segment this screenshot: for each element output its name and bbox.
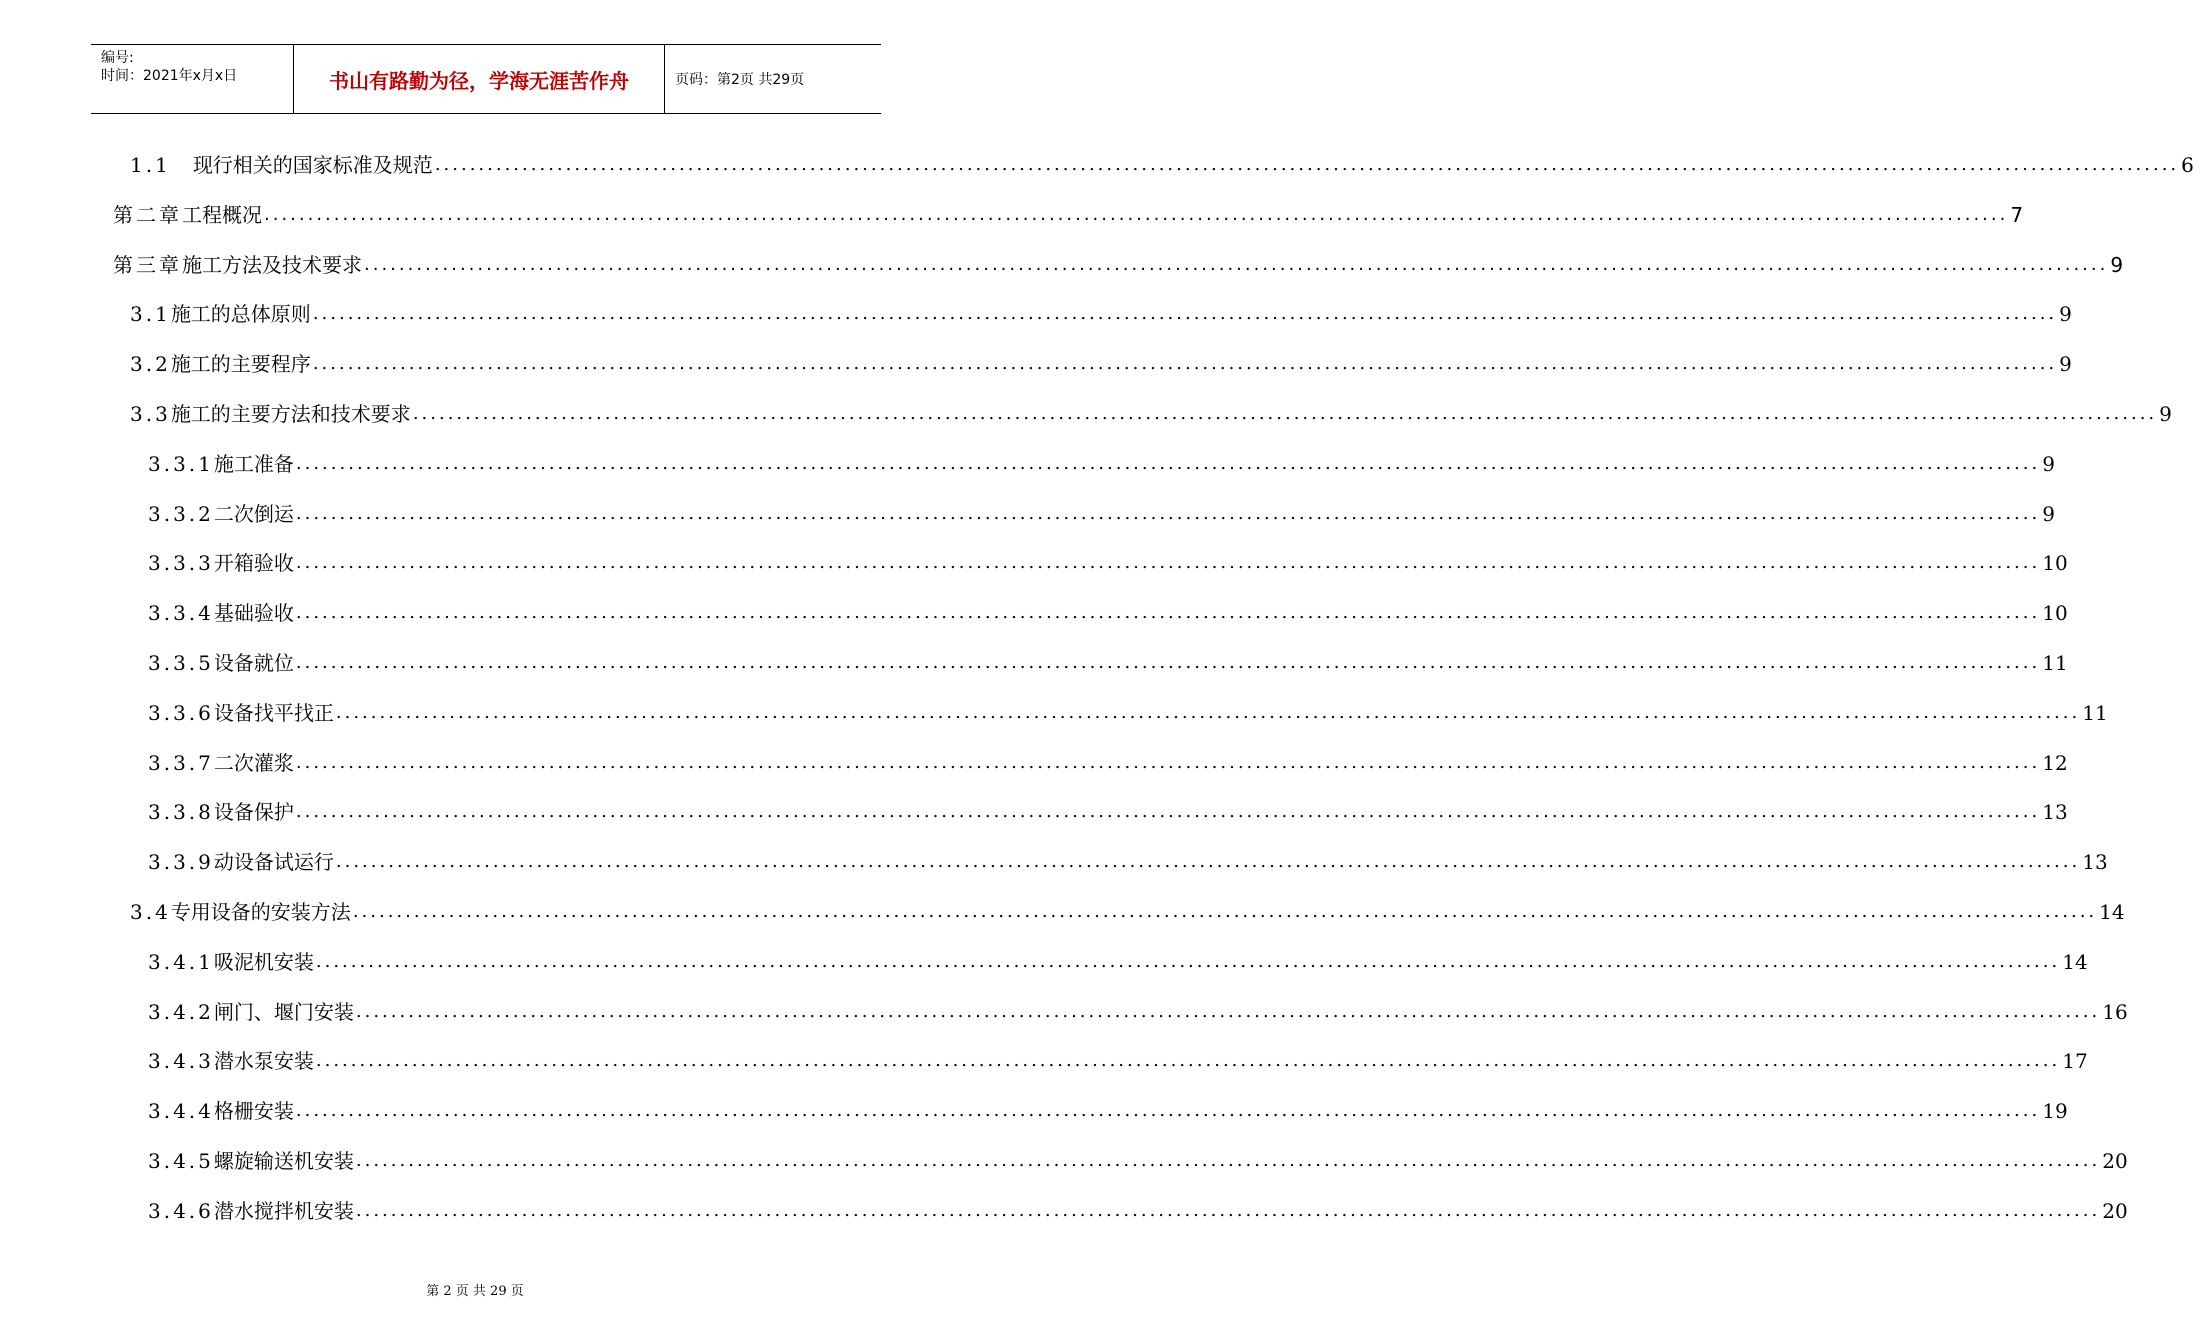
toc-entry[interactable] bbox=[148, 497, 2055, 527]
toc-entry[interactable] bbox=[148, 646, 2068, 676]
toc-entry-title: 施工的总体原则 bbox=[170, 302, 311, 327]
toc-entry-title: 基础验收 bbox=[213, 601, 294, 626]
toc-entry-number: 3.3.2 bbox=[148, 501, 214, 526]
toc-entry-page: 9 bbox=[2042, 501, 2055, 526]
toc-entry[interactable] bbox=[148, 945, 2088, 975]
toc-entry-page: 7 bbox=[2010, 202, 2024, 227]
toc-entry-leader: ........................................................................................................................................................................................................ bbox=[264, 203, 2009, 225]
toc-entry[interactable] bbox=[148, 546, 2068, 576]
toc-entry-leader: ........................................................................................................................................................................................................ bbox=[312, 353, 2058, 375]
toc-entry-title: 设备保护 bbox=[213, 800, 294, 825]
toc-entry[interactable] bbox=[148, 1194, 2128, 1224]
toc-entry-page: 10 bbox=[2042, 551, 2068, 576]
toc-entry-number: 3.4.6 bbox=[148, 1198, 214, 1223]
toc-entry[interactable] bbox=[113, 248, 2124, 278]
toc-entry[interactable] bbox=[148, 1094, 2068, 1124]
toc-entry-title: 设备就位 bbox=[213, 651, 294, 675]
toc-entry-leader: ........................................................................................................................................................................................................ bbox=[355, 1199, 2101, 1221]
time-label: 时间：2021年x月x日 bbox=[101, 68, 238, 84]
toc-entry-leader: ........................................................................................................................................................................................................ bbox=[364, 253, 2109, 275]
toc-entry-page: 13 bbox=[2082, 850, 2108, 875]
toc-entry[interactable] bbox=[130, 347, 2072, 377]
toc-entry-number: 3.3.8 bbox=[148, 800, 214, 825]
toc-entry-leader: ........................................................................................................................................................................................................ bbox=[434, 154, 2180, 175]
toc-entry-number: 3.4.3 bbox=[148, 1049, 214, 1074]
toc-entry-leader: ........................................................................................................................................................................................................ bbox=[295, 652, 2041, 673]
toc-entry-number: 3.3.1 bbox=[148, 451, 214, 476]
toc-entry-number: 第二章 bbox=[113, 202, 182, 227]
toc-entry-leader: ........................................................................................................................................................................................................ bbox=[355, 1150, 2101, 1171]
toc-entry-page: 9 bbox=[2042, 451, 2055, 476]
toc-entry-number: 3.3.5 bbox=[148, 651, 214, 675]
toc-entry-leader: ........................................................................................................................................................................................................ bbox=[335, 701, 2081, 723]
toc-entry-title: 螺旋输送机安装 bbox=[213, 1149, 354, 1173]
toc-entry-title: 施工的主要程序 bbox=[170, 352, 311, 377]
toc-entry-leader: ........................................................................................................................................................................................................ bbox=[315, 950, 2061, 972]
toc-entry-title: 二次灌浆 bbox=[213, 750, 294, 775]
toc-entry-number: 3.4.2 bbox=[148, 999, 214, 1024]
toc-entry-leader: ........................................................................................................................................................................................................ bbox=[295, 751, 2041, 773]
toc-entry-title: 专用设备的安装方法 bbox=[170, 900, 351, 924]
toc-entry-page: 20 bbox=[2102, 1149, 2128, 1173]
toc-entry-number: 3.3.9 bbox=[148, 850, 214, 875]
toc-entry[interactable] bbox=[148, 447, 2055, 477]
page-header bbox=[91, 44, 881, 114]
toc-entry-number: 1.1 bbox=[130, 153, 171, 177]
toc-entry-title: 设备找平找正 bbox=[213, 700, 334, 725]
toc-entry[interactable] bbox=[148, 696, 2108, 726]
toc-entry-number: 3.3.7 bbox=[148, 750, 214, 775]
toc-entry-title: 开箱验收 bbox=[213, 551, 294, 576]
toc-entry-number: 3.3 bbox=[130, 402, 171, 426]
toc-entry-title: 工程概况 bbox=[182, 202, 262, 227]
toc-entry-page: 11 bbox=[2082, 700, 2108, 725]
toc-entry-page: 6 bbox=[2181, 153, 2194, 177]
toc-entry-number: 3.4 bbox=[130, 900, 171, 924]
toc-entry[interactable] bbox=[130, 895, 2125, 925]
toc-entry-number: 3.4.4 bbox=[148, 1099, 214, 1124]
toc-entry-title: 潜水搅拌机安装 bbox=[213, 1198, 354, 1223]
toc-entry-page: 14 bbox=[2099, 900, 2125, 924]
toc-entry[interactable] bbox=[148, 1144, 2128, 1174]
toc-entry-page: 9 bbox=[2059, 352, 2072, 377]
toc-entry[interactable] bbox=[113, 198, 2024, 228]
toc-entry[interactable] bbox=[148, 596, 2068, 626]
toc-entry-page: 9 bbox=[2059, 302, 2072, 327]
toc-entry-leader: ........................................................................................................................................................................................................ bbox=[295, 801, 2041, 823]
toc-entry-number: 3.1 bbox=[130, 302, 171, 327]
toc-entry[interactable] bbox=[130, 148, 2194, 178]
toc-entry-page: 9 bbox=[2110, 252, 2124, 277]
toc-entry-page: 17 bbox=[2062, 1049, 2088, 1074]
toc-entry-page: 13 bbox=[2042, 800, 2068, 825]
header-page-info bbox=[675, 45, 881, 113]
toc-entry-leader: ........................................................................................................................................................................................................ bbox=[295, 602, 2041, 624]
toc-entry-leader: ........................................................................................................................................................................................................ bbox=[295, 452, 2041, 474]
header-motto: 书山有路勤为径，学海无涯苦作舟 bbox=[293, 45, 665, 113]
toc-entry-leader: ........................................................................................................................................................................................................ bbox=[295, 552, 2041, 574]
toc-entry-leader: ........................................................................................................................................................................................................ bbox=[352, 901, 2098, 922]
toc-entry-leader: ........................................................................................................................................................................................................ bbox=[355, 1000, 2101, 1022]
toc-entry-leader: ........................................................................................................................................................................................................ bbox=[295, 1100, 2041, 1122]
toc-entry-number: 3.2 bbox=[130, 352, 171, 377]
toc-entry-title: 动设备试运行 bbox=[213, 850, 334, 875]
toc-entry[interactable] bbox=[148, 845, 2108, 875]
toc-entry-page: 19 bbox=[2042, 1099, 2068, 1124]
toc-entry-title: 吸泥机安装 bbox=[213, 949, 314, 974]
toc-entry-title: 施工方法及技术要求 bbox=[182, 252, 362, 277]
page-footer: 第 2 页 共 29 页 bbox=[426, 1284, 524, 1299]
toc-entry-leader: ........................................................................................................................................................................................................ bbox=[412, 403, 2158, 424]
toc-entry-page: 10 bbox=[2042, 601, 2068, 626]
toc-entry-title: 施工准备 bbox=[213, 451, 294, 476]
toc-entry[interactable] bbox=[148, 746, 2068, 776]
toc-entry-number: 第三章 bbox=[113, 252, 182, 277]
toc-entry[interactable] bbox=[148, 795, 2068, 825]
toc-entry-leader: ........................................................................................................................................................................................................ bbox=[335, 851, 2081, 873]
toc-entry-title: 施工的主要方法和技术要求 bbox=[170, 402, 411, 426]
code-label: 编号: bbox=[101, 50, 134, 66]
toc-entry-page: 11 bbox=[2042, 651, 2068, 675]
toc-entry[interactable] bbox=[148, 1044, 2088, 1074]
toc-entry-page: 20 bbox=[2102, 1198, 2128, 1223]
toc-entry-number: 3.4.1 bbox=[148, 949, 214, 974]
toc-entry-number: 3.3.4 bbox=[148, 601, 214, 626]
toc-entry[interactable] bbox=[130, 397, 2172, 427]
toc-entry-leader: ........................................................................................................................................................................................................ bbox=[312, 303, 2058, 325]
toc-entry-number: 3.3.6 bbox=[148, 700, 214, 725]
toc-entry-leader: ........................................................................................................................................................................................................ bbox=[315, 1050, 2061, 1072]
page-info-text: 页码：第2页 共29页 bbox=[675, 72, 805, 88]
toc-entry-title: 二次倒运 bbox=[213, 501, 294, 526]
toc-entry-leader: ........................................................................................................................................................................................................ bbox=[295, 502, 2041, 524]
toc-entry-title: 格栅安装 bbox=[213, 1099, 294, 1124]
toc-entry[interactable] bbox=[130, 297, 2072, 327]
toc-entry-number: 3.4.5 bbox=[148, 1149, 214, 1173]
toc-entry-page: 12 bbox=[2042, 750, 2068, 775]
toc-entry-title: 闸门、堰门安装 bbox=[213, 999, 354, 1024]
header-meta bbox=[91, 45, 293, 113]
toc-entry[interactable] bbox=[148, 995, 2128, 1025]
toc-entry-page: 14 bbox=[2062, 949, 2088, 974]
toc-entry-page: 9 bbox=[2159, 402, 2172, 426]
toc-entry-number: 3.3.3 bbox=[148, 551, 214, 576]
toc-entry-title: 潜水泵安装 bbox=[213, 1049, 314, 1074]
toc-entry-title: 现行相关的国家标准及规范 bbox=[192, 153, 433, 177]
toc-entry-page: 16 bbox=[2102, 999, 2128, 1024]
